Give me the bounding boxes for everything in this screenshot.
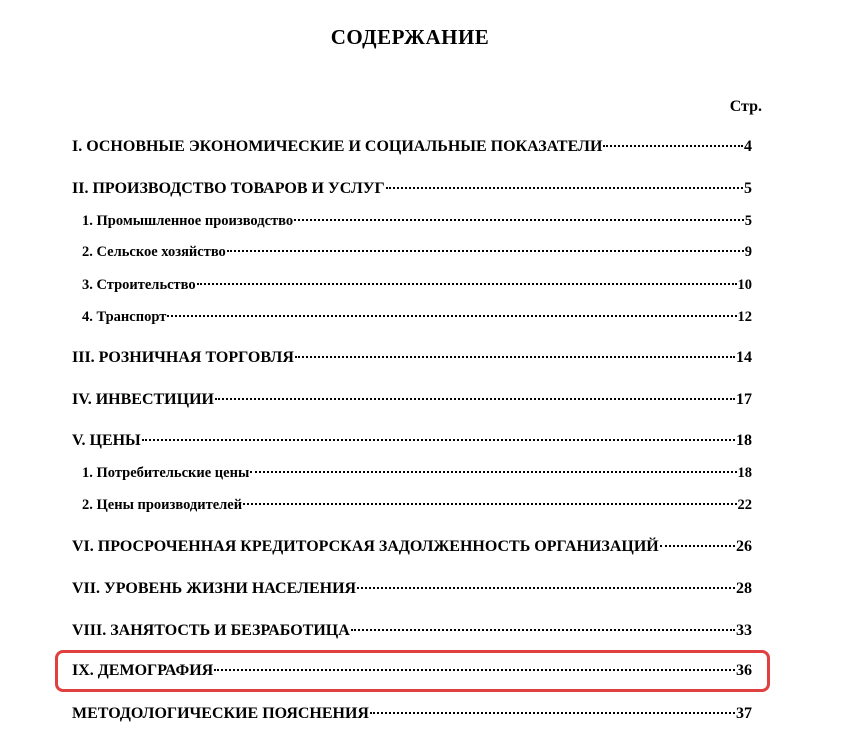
highlight-box: [55, 650, 770, 692]
toc-entry-page: 14: [736, 349, 752, 366]
toc-entry-label: IX. ДЕМОГРАФИЯ: [72, 662, 214, 679]
toc-entry-3[interactable]: [72, 349, 752, 367]
toc-entry-5[interactable]: [72, 432, 752, 450]
toc-entry-page: 28: [736, 580, 752, 597]
toc-entry-8[interactable]: [72, 622, 752, 640]
dot-leader: [215, 398, 735, 400]
dot-leader: [142, 439, 735, 441]
toc-title: СОДЕРЖАНИЕ: [330, 25, 490, 49]
dot-leader: [295, 356, 735, 358]
toc-entry-6[interactable]: [72, 538, 752, 556]
toc-entry-10[interactable]: [72, 705, 752, 723]
dot-leader: [351, 629, 735, 631]
dot-leader: [603, 145, 743, 147]
dot-leader: [250, 471, 736, 473]
dot-leader: [370, 712, 735, 714]
toc-entry-page: 10: [737, 277, 752, 293]
toc-subentry-5-1[interactable]: [72, 465, 752, 482]
toc-entry-page: 5: [744, 213, 752, 229]
toc-entry-label: 1. Потребительские цены: [82, 465, 250, 481]
toc-entry-page: 9: [744, 244, 752, 260]
dot-leader: [243, 503, 736, 505]
toc-subentry-2-2[interactable]: [72, 244, 752, 261]
toc-entry-page: 22: [737, 497, 752, 513]
toc-entry-label: 2. Сельское хозяйство: [82, 244, 226, 260]
toc-entry-label: II. ПРОИЗВОДСТВО ТОВАРОВ И УСЛУГ: [72, 180, 385, 197]
dot-leader: [660, 545, 735, 547]
dot-leader: [227, 250, 744, 252]
dot-leader: [167, 315, 736, 317]
toc-entry-4[interactable]: [72, 391, 752, 409]
toc-entry-label: IV. ИНВЕСТИЦИИ: [72, 391, 214, 408]
toc-entry-label: VIII. ЗАНЯТОСТЬ И БЕЗРАБОТИЦА: [72, 622, 350, 639]
toc-entry-page: 4: [744, 138, 752, 155]
dot-leader: [197, 283, 737, 285]
toc-entry-label: 2. Цены производителей: [82, 497, 243, 513]
toc-entry-label: 3. Строительство: [82, 277, 196, 293]
toc-entry-label: 4. Транспорт: [82, 309, 167, 325]
dot-leader: [357, 587, 735, 589]
toc-entry-page: 5: [744, 180, 752, 197]
toc-entry-page: 17: [736, 391, 752, 408]
dot-leader: [386, 187, 743, 189]
toc-entry-label: 1. Промышленное производство: [82, 213, 294, 229]
toc-entry-label: V. ЦЕНЫ: [72, 432, 141, 449]
toc-entry-page: 18: [736, 432, 752, 449]
toc-entry-page: 12: [737, 309, 752, 325]
toc-subentry-2-3[interactable]: [72, 277, 752, 294]
toc-entry-page: 33: [736, 622, 752, 639]
toc-entry-label: VII. УРОВЕНЬ ЖИЗНИ НАСЕЛЕНИЯ: [72, 580, 357, 597]
toc-entry-page: 26: [736, 538, 752, 555]
toc-entry-label: I. ОСНОВНЫЕ ЭКОНОМИЧЕСКИЕ И СОЦИАЛЬНЫЕ ПОКАЗАТЕЛИ: [72, 138, 603, 155]
toc-entry-label: III. РОЗНИЧНАЯ ТОРГОВЛЯ: [72, 349, 294, 366]
toc-subentry-5-2[interactable]: [72, 497, 752, 514]
toc-entry-1[interactable]: [72, 138, 752, 156]
toc-entry-2[interactable]: [72, 180, 752, 198]
toc-subentry-2-1[interactable]: [72, 213, 752, 230]
toc-entry-label: МЕТОДОЛОГИЧЕСКИЕ ПОЯСНЕНИЯ: [72, 705, 369, 722]
toc-subentry-2-4[interactable]: [72, 309, 752, 326]
page-column-label: Стр.: [729, 98, 762, 115]
toc-entry-7[interactable]: [72, 580, 752, 598]
toc-entry-page: 37: [736, 705, 752, 722]
toc-entry-label: VI. ПРОСРОЧЕННАЯ КРЕДИТОРСКАЯ ЗАДОЛЖЕННОСТЬ ОРГАНИЗАЦИЙ: [72, 538, 659, 555]
toc-entry-page: 36: [736, 662, 752, 679]
dot-leader: [294, 219, 744, 221]
toc-entry-page: 18: [737, 465, 752, 481]
